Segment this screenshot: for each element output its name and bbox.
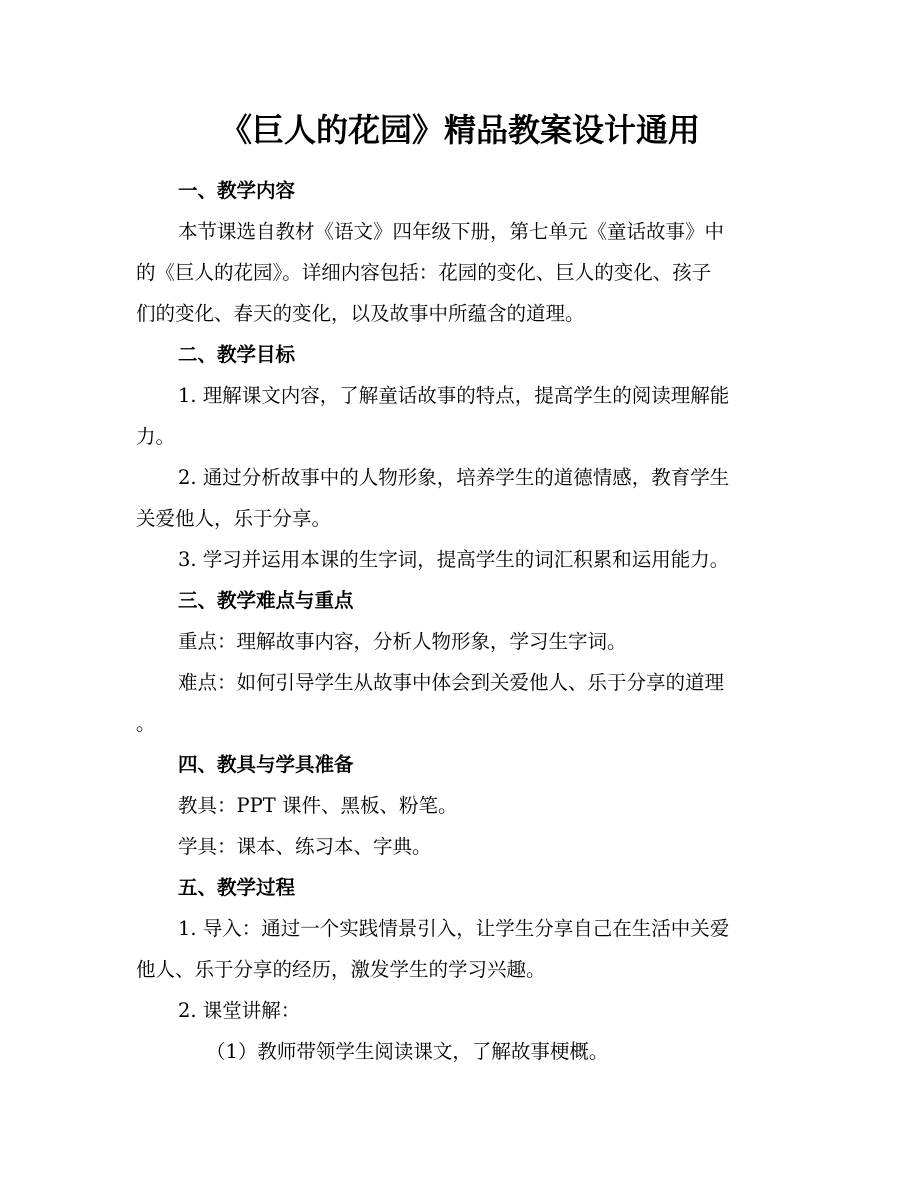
section-heading: 一、教学内容 <box>178 179 296 202</box>
paragraph-line: 教具：PPT 课件、黑板、粉笔。 <box>178 794 458 817</box>
paragraph-line: 们的变化、春天的变化，以及故事中所蕴含的道理。 <box>136 302 585 325</box>
paragraph-line: 难点：如何引导学生从故事中体会到关爱他人、乐于分享的道理 <box>178 671 725 694</box>
paragraph-line: 的《巨人的花园》。详细内容包括：花园的变化、巨人的变化、孩子 <box>136 261 712 284</box>
document-body <box>136 170 776 1072</box>
list-item-line: 2. 通过分析故事中的人物形象，培养学生的道德情感，教育学生 <box>178 466 730 489</box>
list-item-line: 2. 课堂讲解： <box>178 999 301 1022</box>
list-item-line: 1. 理解课文内容，了解童话故事的特点，提高学生的阅读理解能 <box>178 384 730 407</box>
section-heading: 五、教学过程 <box>178 876 296 899</box>
paragraph-line: 学具：课本、练习本、字典。 <box>178 835 432 858</box>
section-heading: 二、教学目标 <box>178 343 296 366</box>
paragraph-line: 重点：理解故事内容，分析人物形象，学习生字词。 <box>178 630 627 653</box>
paragraph-line: 。 <box>136 712 156 735</box>
list-item-line: 3. 学习并运用本课的生字词，提高学生的词汇积累和运用能力。 <box>178 548 730 571</box>
list-item-line: 力。 <box>136 425 176 448</box>
section-heading: 四、教具与学具准备 <box>178 753 354 776</box>
list-item-line: 他人、乐于分享的经历，激发学生的学习兴趣。 <box>136 958 546 981</box>
list-item-line: 关爱他人，乐于分享。 <box>136 507 332 530</box>
list-item-line: 1. 导入：通过一个实践情景引入，让学生分享自己在生活中关爱 <box>178 917 730 940</box>
page-title: 《巨人的花园》精品教案设计通用 <box>219 111 700 149</box>
sub-list-item-line: （1）教师带领学生阅读课文，了解故事梗概。 <box>206 1040 609 1063</box>
paragraph-line: 本节课选自教材《语文》四年级下册，第七单元《童话故事》中 <box>178 220 725 243</box>
section-heading: 三、教学难点与重点 <box>178 589 354 612</box>
